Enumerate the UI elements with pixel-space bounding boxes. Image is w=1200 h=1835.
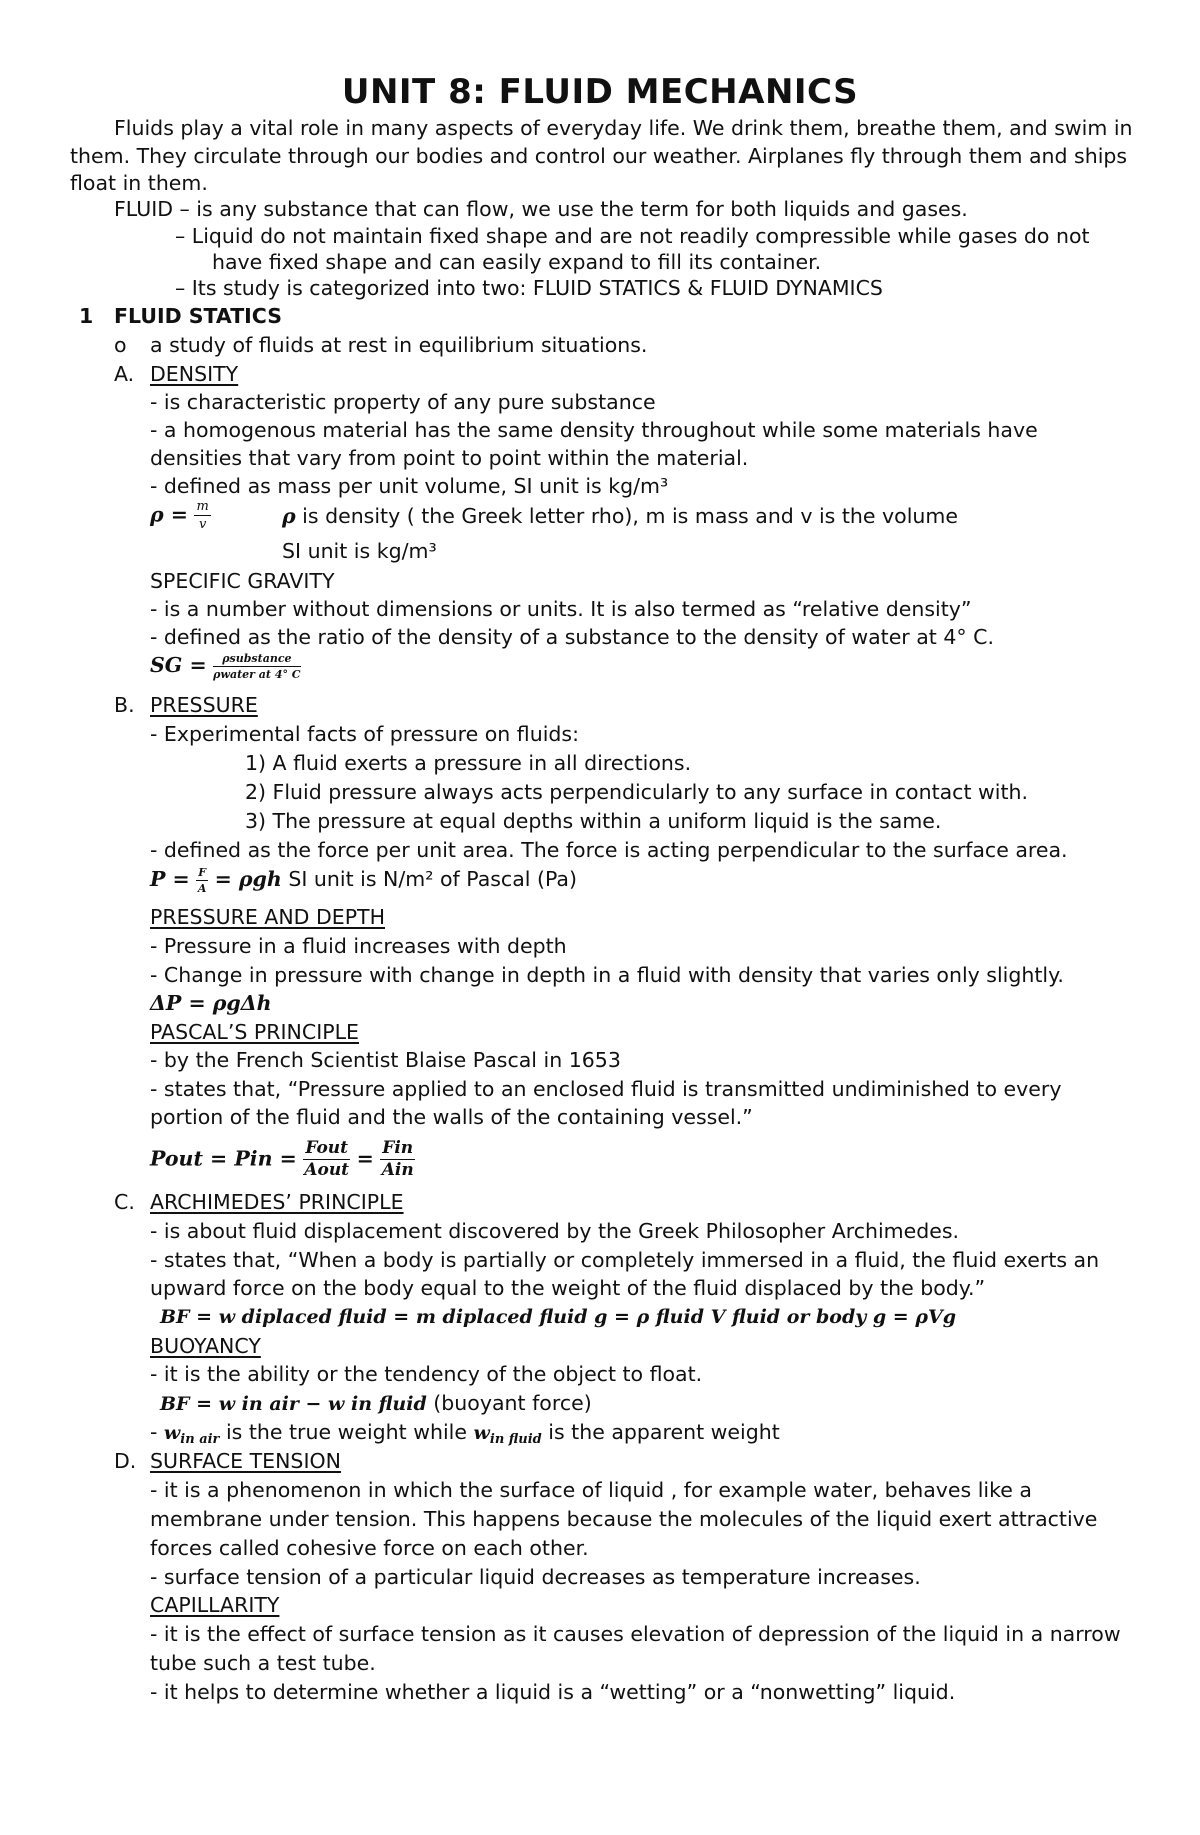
- pascal-fraction-1: [303, 1140, 350, 1179]
- pascal-line-1: - by the French Scientist Blaise Pascal in 1653: [150, 1048, 621, 1072]
- section-number: 1: [79, 304, 94, 328]
- intro-line-3: float in them.: [70, 171, 208, 195]
- density-letter: A.: [114, 362, 135, 386]
- pressure-depth-line-1: - Pressure in a fluid increases with depth: [150, 934, 567, 958]
- density-line-2: - a homogenous material has the same density throughout while some materials have: [150, 418, 1038, 442]
- buoyancy-heading: BUOYANCY: [150, 1334, 261, 1358]
- sg-fraction: [213, 653, 300, 680]
- intro-line-1: Fluids play a vital role in many aspects of everyday life. We drink them, breathe them, and swim in: [114, 116, 1133, 140]
- pressure-fact-3: 3) The pressure at equal depths within a uniform liquid is the same.: [245, 809, 942, 833]
- formula-denominator: v: [198, 517, 207, 532]
- fluid-bullet-1: – Liquid do not maintain fixed shape and are not readily compressible while gases do not: [175, 224, 1090, 248]
- pressure-rhs: = ρgh: [214, 867, 282, 891]
- density-formula-desc: [282, 502, 958, 530]
- pascal-frac1-den: Aout: [304, 1160, 350, 1180]
- archimedes-letter: C.: [114, 1190, 135, 1214]
- pascal-fraction-2: [380, 1140, 415, 1179]
- bullet-marker: o: [114, 333, 127, 357]
- density-si-unit: SI unit is kg/m³: [282, 539, 437, 563]
- archimedes-line-2: - states that, “When a body is partially or completely immersed in a fluid, the fluid exerts an: [150, 1248, 1100, 1272]
- pascal-lhs: Pout = Pin =: [150, 1146, 297, 1171]
- surface-tension-line-4: - surface tension of a particular liquid decreases as temperature increases.: [150, 1565, 921, 1589]
- pressure-depth-heading: PRESSURE AND DEPTH: [150, 905, 385, 929]
- formula-fraction: [194, 500, 210, 531]
- surface-tension-line-3: forces called cohesive force on each other.: [150, 1536, 589, 1560]
- buoyancy-line-2b: is the apparent weight: [548, 1420, 780, 1444]
- surface-tension-line-1: - it is a phenomenon in which the surface of liquid , for example water, behaves like a: [150, 1478, 1032, 1502]
- density-formula: [150, 500, 211, 531]
- pascal-line-2: - states that, “Pressure applied to an enclosed fluid is transmitted undiminished to every: [150, 1077, 1062, 1101]
- formula-numerator: m: [196, 499, 209, 514]
- formula-lhs: ρ =: [150, 502, 188, 527]
- pascal-frac1-num: Fout: [305, 1138, 349, 1158]
- fluid-bullet-1-cont: have fixed shape and can easily expand to fill its container.: [212, 250, 822, 274]
- capillarity-line-3: - it helps to determine whether a liquid is a “wetting” or a “nonwetting” liquid.: [150, 1680, 956, 1704]
- sg-numerator: ρsubstance: [213, 653, 300, 667]
- pressure-fraction: [196, 867, 208, 894]
- buoyancy-line-2: - $w_{in air}$ is the true weight while $w_{in fluid}$ is the apparent weight: [150, 1420, 780, 1447]
- pressure-fact-1: 1) A fluid exerts a pressure in all directions.: [245, 751, 692, 775]
- specific-gravity-formula: [150, 651, 301, 680]
- pressure-fact-2: 2) Fluid pressure always acts perpendicularly to any surface in contact with.: [245, 780, 1029, 804]
- page-title: UNIT 8: FLUID MECHANICS: [341, 72, 859, 112]
- pressure-intro: - Experimental facts of pressure on fluids:: [150, 722, 580, 746]
- pressure-letter: B.: [114, 693, 135, 717]
- specific-gravity-line-1: - is a number without dimensions or units. It is also termed as “relative density”: [150, 597, 972, 621]
- pressure-heading: PRESSURE: [150, 693, 258, 717]
- specific-gravity-heading: SPECIFIC GRAVITY: [150, 569, 335, 593]
- capillarity-heading: CAPILLARITY: [150, 1593, 280, 1617]
- pascal-formula: Pout = Pin = $\frac{\text{Fout}}{\text{Aout}}$ = $\frac{\text{Fin}}{\text{Ain}}$: [150, 1138, 414, 1180]
- rho-symbol: ρ: [282, 504, 296, 528]
- pressure-formula: [150, 865, 577, 894]
- fluid-definition: FLUID – is any substance that can flow, we use the term for both liquids and gases.: [114, 197, 968, 221]
- pascal-frac2-den: Ain: [381, 1160, 414, 1180]
- buoyancy-formula-row: [160, 1389, 592, 1418]
- pressure-denominator: A: [197, 881, 207, 895]
- buoyancy-line-2a: is the true weight while: [225, 1420, 467, 1444]
- pressure-lhs: P =: [150, 867, 190, 891]
- archimedes-line-1: - is about fluid displacement discovered by the Greek Philosopher Archimedes.: [150, 1219, 960, 1243]
- archimedes-line-3: upward force on the body equal to the weight of the fluid displaced by the body.”: [150, 1276, 986, 1300]
- buoyancy-formula-note: (buoyant force): [433, 1391, 592, 1415]
- pressure-numerator: F: [198, 865, 207, 879]
- surface-tension-letter: D.: [114, 1449, 137, 1473]
- fluid-bullet-2: – Its study is categorized into two: FLUID STATICS & FLUID DYNAMICS: [175, 276, 883, 300]
- pascal-heading: PASCAL’S PRINCIPLE: [150, 1020, 359, 1044]
- pascal-frac2-num: Fin: [382, 1138, 414, 1158]
- specific-gravity-line-2: - defined as the ratio of the density of a substance to the density of water at 4° C.: [150, 625, 995, 649]
- statics-bullet-text: a study of fluids at rest in equilibrium situations.: [150, 333, 648, 357]
- pressure-depth-line-2: - Change in pressure with change in depth in a fluid with density that varies only slightly.: [150, 963, 1064, 987]
- capillarity-line-1: - it is the effect of surface tension as it causes elevation of depression of the liquid in a narrow: [150, 1622, 1121, 1646]
- density-line-4: - defined as mass per unit volume, SI unit is kg/m³: [150, 474, 669, 498]
- surface-tension-line-2: membrane under tension. This happens because the molecules of the liquid exert attractive: [150, 1507, 1098, 1531]
- archimedes-formula: BF = w diplaced fluid = m diplaced fluid g = ρ fluid V fluid or body g = ρVg: [160, 1306, 956, 1328]
- density-heading: DENSITY: [150, 362, 239, 386]
- buoyancy-formula: BF = w in air − w in fluid: [160, 1393, 427, 1415]
- archimedes-heading: ARCHIMEDES’ PRINCIPLE: [150, 1190, 404, 1214]
- density-formula-desc-text: is density ( the Greek letter rho), m is mass and v is the volume: [302, 504, 958, 528]
- sg-denominator: ρwater at 4° C: [213, 667, 301, 681]
- intro-line-2: them. They circulate through our bodies and control our weather. Airplanes fly through them and ships: [70, 144, 1128, 168]
- pascal-line-3: portion of the fluid and the walls of the containing vessel.”: [150, 1105, 753, 1129]
- section-title: FLUID STATICS: [114, 304, 282, 328]
- capillarity-line-2: tube such a test tube.: [150, 1651, 376, 1675]
- density-line-1: - is characteristic property of any pure substance: [150, 390, 656, 414]
- pressure-unit: SI unit is N/m² of Pascal (Pa): [288, 867, 577, 891]
- sg-lhs: SG =: [150, 653, 207, 677]
- density-line-3: densities that vary from point to point within the material.: [150, 446, 749, 470]
- surface-tension-heading: SURFACE TENSION: [150, 1449, 341, 1473]
- buoyancy-line-1: - it is the ability or the tendency of the object to float.: [150, 1362, 703, 1386]
- pressure-depth-formula: ΔP = ρgΔh: [150, 991, 272, 1015]
- pressure-definition: - defined as the force per unit area. The force is acting perpendicular to the surface area.: [150, 838, 1068, 862]
